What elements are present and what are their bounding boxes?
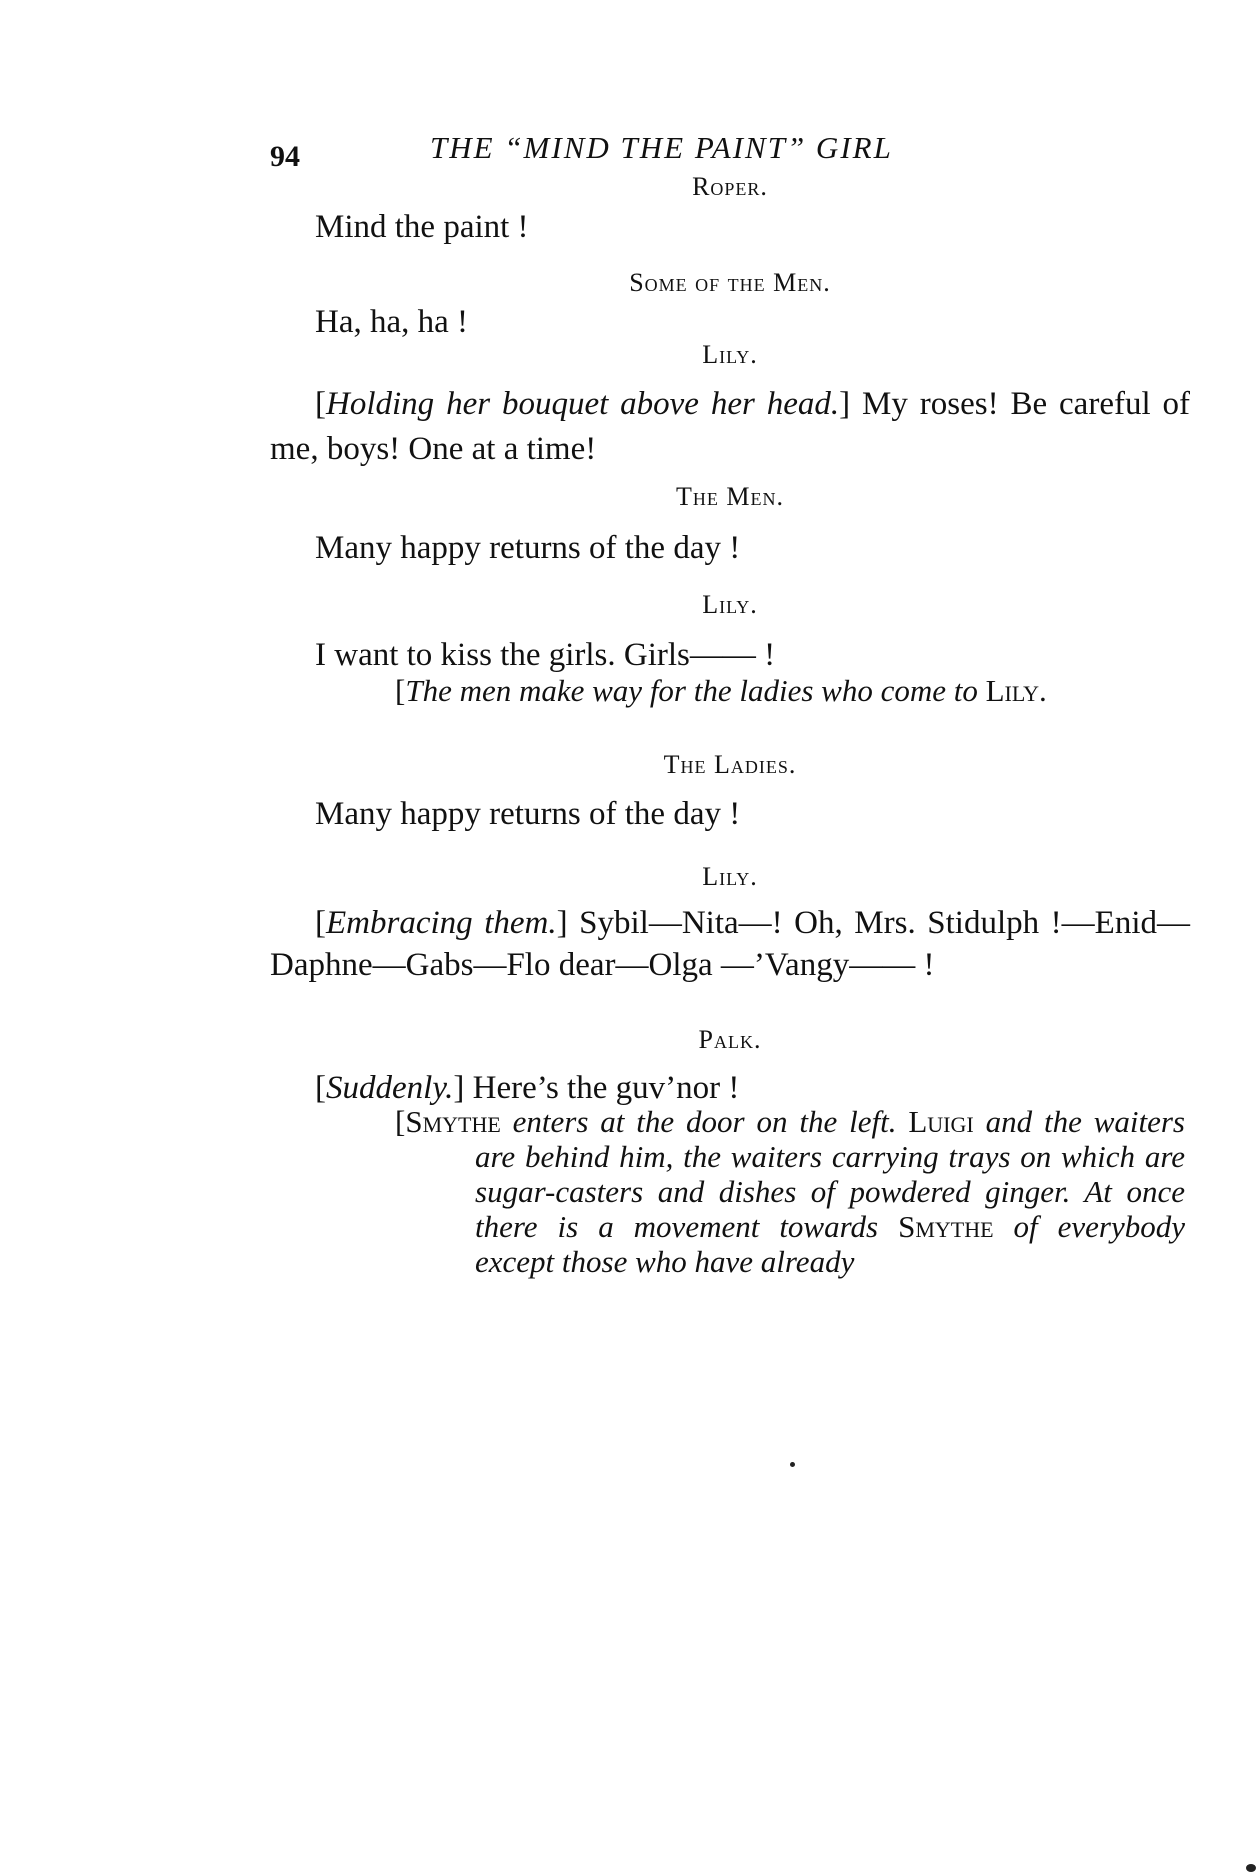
speech-line: Many happy returns of the day ! bbox=[315, 796, 741, 832]
direction-text: enters at the door on the left. bbox=[500, 1104, 909, 1139]
speaker-name: Lily. bbox=[702, 340, 758, 369]
bracket: ] bbox=[556, 905, 568, 941]
speech-paragraph bbox=[270, 382, 1190, 472]
speech-text: Here’s the guv’nor ! bbox=[464, 1070, 740, 1106]
stage-direction: Embracing them. bbox=[326, 905, 557, 941]
speech-text: My roses! Be careful of me, boys! One at a time! bbox=[270, 386, 1191, 467]
direction-text: The men make way for the ladies who come to bbox=[405, 673, 978, 708]
speech-line: I want to kiss the girls. Girls—— ! bbox=[315, 637, 776, 673]
running-title: THE “MIND THE PAINT” GIRL bbox=[430, 130, 893, 165]
speech-line: Ha, ha, ha ! bbox=[315, 304, 469, 340]
ink-speck bbox=[1246, 1864, 1256, 1872]
speech-line: Many happy returns of the day ! bbox=[315, 530, 741, 566]
character-name: Smythe bbox=[405, 1104, 501, 1139]
stage-direction: Holding her bouquet above her head. bbox=[326, 386, 840, 422]
character-name: Lily. bbox=[985, 673, 1047, 708]
speech-paragraph bbox=[270, 902, 1190, 986]
speaker-name: Lily. bbox=[702, 590, 758, 619]
bracket: [ bbox=[315, 386, 326, 422]
speaker-name: Lily. bbox=[702, 862, 758, 891]
speech-line: Mind the paint ! bbox=[315, 209, 529, 245]
page-number: 94 bbox=[270, 140, 300, 173]
bracket: [ bbox=[395, 1104, 406, 1139]
ink-speck bbox=[790, 1462, 795, 1467]
stage-direction: Suddenly. bbox=[326, 1070, 454, 1106]
bracket: [ bbox=[315, 905, 326, 941]
character-name: Luigi bbox=[908, 1104, 974, 1139]
page-header bbox=[270, 130, 1030, 173]
direction-text: and the waiters are behind him, the waiters carrying trays on which are sugar-casters and dishes of powdered ginger. At once there is a movement towards bbox=[475, 1104, 1185, 1244]
speaker-name: The Men. bbox=[676, 482, 784, 511]
character-name: Smythe bbox=[898, 1209, 994, 1244]
bracket: ] bbox=[839, 386, 851, 422]
direction-text: of everybody except those who have already bbox=[475, 1209, 1185, 1279]
bracket: [ bbox=[395, 673, 406, 708]
speech-text: Sybil—Nita—! Oh, Mrs. Stidulph !—Enid—Daphne—Gabs—Flo dear—Olga —’Vangy—— ! bbox=[270, 905, 1190, 983]
speaker-name: The Ladies. bbox=[663, 750, 797, 779]
stage-direction bbox=[395, 1104, 1185, 1279]
speaker-name: Palk. bbox=[698, 1025, 762, 1054]
bracket: ] bbox=[453, 1070, 465, 1106]
bracket: [ bbox=[315, 1070, 326, 1106]
speaker-name: Some of the Men. bbox=[629, 268, 831, 297]
stage-direction bbox=[395, 670, 1185, 711]
speaker-name: Roper. bbox=[692, 172, 768, 201]
